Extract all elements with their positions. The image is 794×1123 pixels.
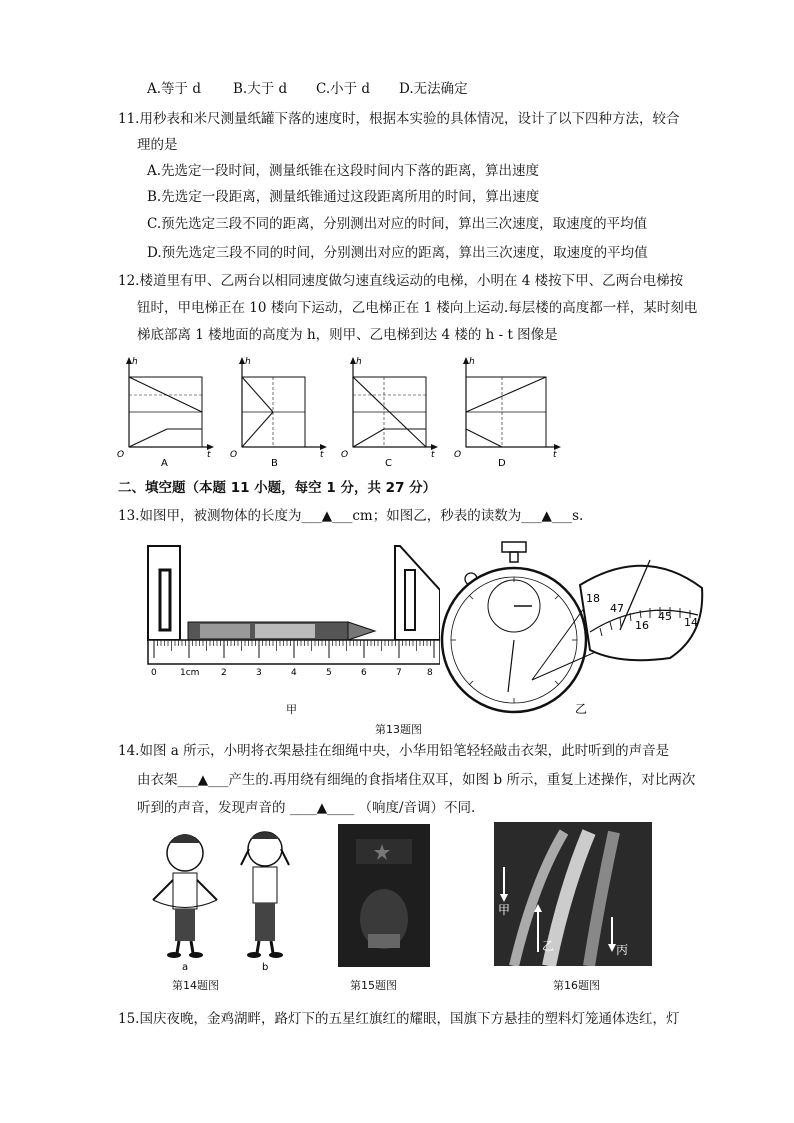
q10-option-d: D.无法确定: [399, 81, 468, 97]
q11-option-d: D.预先选定三段不同的时间，分别测出对应的距离，算出三次速度，取速度的平均值: [147, 245, 648, 261]
q12-graph-d: [452, 355, 562, 470]
q10-option-a: A.等于 d: [147, 81, 201, 97]
q13-stopwatch-figure: [440, 540, 710, 715]
q12-graph-b-label: B: [271, 458, 278, 469]
q12-stem-line1: 12.楼道里有甲、乙两台以相同速度做匀速直线运动的电梯，小明在 4 楼按下甲、乙两台电梯按: [118, 273, 684, 289]
q12-graph-d-label: D: [498, 458, 506, 469]
q14-figure: [145, 825, 315, 975]
q12-graph-a-h-label: h: [132, 357, 138, 367]
q15-caption: 第15题图: [350, 979, 397, 992]
q13-dial-label-18: 18: [586, 592, 600, 605]
q15-stem-line1: 15.国庆夜晚，金鸡湖畔，路灯下的五星红旗红的耀眼，国旗下方悬挂的塑料灯笼通体迭红，灯: [118, 1011, 680, 1027]
q16-label-yi: 乙: [542, 939, 555, 953]
q12-graph-c: [339, 355, 439, 470]
q13-dial-label-47: 47: [610, 602, 624, 615]
q12-graph-a-t-label: t: [207, 450, 211, 460]
q12-graph-b-h-label: h: [245, 357, 251, 367]
q12-graph-d-t-label: t: [553, 450, 557, 460]
q13-stem: 13.如图甲，被测物体的长度为___▲___cm；如图乙，秒表的读数为___▲___s.: [118, 508, 584, 524]
section2-heading: 二、填空题（本题 11 小题，每空 1 分，共 27 分）: [118, 480, 437, 496]
q12-graph-c-origin: O: [341, 450, 349, 460]
q13-ruler-label-5: 5: [326, 668, 332, 678]
q11-option-c: C.预先选定三段不同的距离，分别测出对应的时间，算出三次速度，取速度的平均值: [147, 216, 648, 232]
q14-stem-line1: 14.如图 a 所示，小明将衣架悬挂在细绳中央，小华用铅笔轻轻敲击衣架，此时听到的声音是: [118, 743, 670, 759]
q12-graph-d-h-label: h: [469, 357, 475, 367]
q14-label-a: a: [182, 962, 189, 973]
q13-ruler-label-1cm: 1cm: [180, 668, 200, 678]
q12-graph-a: [115, 355, 215, 470]
q13-ruler-label-6: 6: [361, 668, 367, 678]
q13-ruler-label-2: 2: [221, 668, 227, 678]
q11-option-b: B.先选定一段距离，测量纸锥通过这段距离所用的时间，算出速度: [147, 189, 540, 205]
q13-ruler-label-7: 7: [396, 668, 402, 678]
q13-ruler-label-4: 4: [291, 668, 297, 678]
q12-graph-d-origin: O: [454, 450, 462, 460]
q12-graph-c-t-label: t: [431, 450, 435, 460]
q16-label-jia: 甲: [498, 903, 511, 917]
q11-stem-line1: 11.用秒表和米尺测量纸罐下落的速度时，根据本实验的具体情况，设计了以下四种方法，较合: [118, 111, 680, 127]
q12-graph-c-h-label: h: [356, 357, 362, 367]
q14-label-b: b: [262, 962, 269, 973]
q14-caption: 第14题图: [172, 979, 219, 992]
q13-dial-label-14: 14: [684, 616, 698, 629]
q16-label-bing: 丙: [616, 943, 629, 957]
q11-stem-line2: 理的是: [137, 137, 178, 153]
q13-ruler-label-3: 3: [256, 668, 262, 678]
q12-graph-b-t-label: t: [320, 450, 324, 460]
q11-option-a: A.先选定一段时间，测量纸锥在这段时间内下落的距离，算出速度: [147, 163, 540, 179]
q16-caption: 第16题图: [553, 979, 600, 992]
q12-graph-b: [228, 355, 328, 470]
q10-option-c: C.小于 d: [316, 81, 371, 97]
q12-graph-a-origin: O: [117, 450, 125, 460]
q12-graph-a-label: A: [161, 458, 168, 469]
q16-photo: [494, 822, 652, 966]
q14-stem-line3: 听到的声音，发现声音的 ____▲____ （响度/音调）不同.: [137, 800, 476, 816]
q15-photo: [338, 824, 430, 967]
q12-stem-line2: 钮时，甲电梯正在 10 楼向下运动，乙电梯正在 1 楼向上运动.每层楼的高度都一样，某时刻电: [137, 300, 698, 316]
q12-graph-c-label: C: [385, 458, 392, 469]
q12-graph-b-origin: O: [230, 450, 238, 460]
q12-stem-line3: 梯底部离 1 楼地面的高度为 h，则甲、乙电梯到达 4 楼的 h - t 图像是: [137, 327, 558, 343]
q13-dial-label-45: 45: [658, 610, 672, 623]
q13-ruler-figure: [140, 540, 440, 720]
q13-label-jia: 甲: [286, 703, 297, 716]
q13-caption: 第13题图: [375, 723, 422, 736]
q13-dial-label-16: 16: [635, 619, 649, 632]
q13-ruler-label-0: 0: [151, 668, 157, 678]
q10-option-b: B.大于 d: [233, 81, 288, 97]
q14-stem-line2: 由衣架___▲___产生的.再用绕有细绳的食指堵住双耳，如图 b 所示，重复上述操作，对比两次: [137, 772, 696, 788]
q13-label-yi: 乙: [575, 702, 588, 715]
q13-ruler-label-8: 8: [427, 668, 433, 678]
